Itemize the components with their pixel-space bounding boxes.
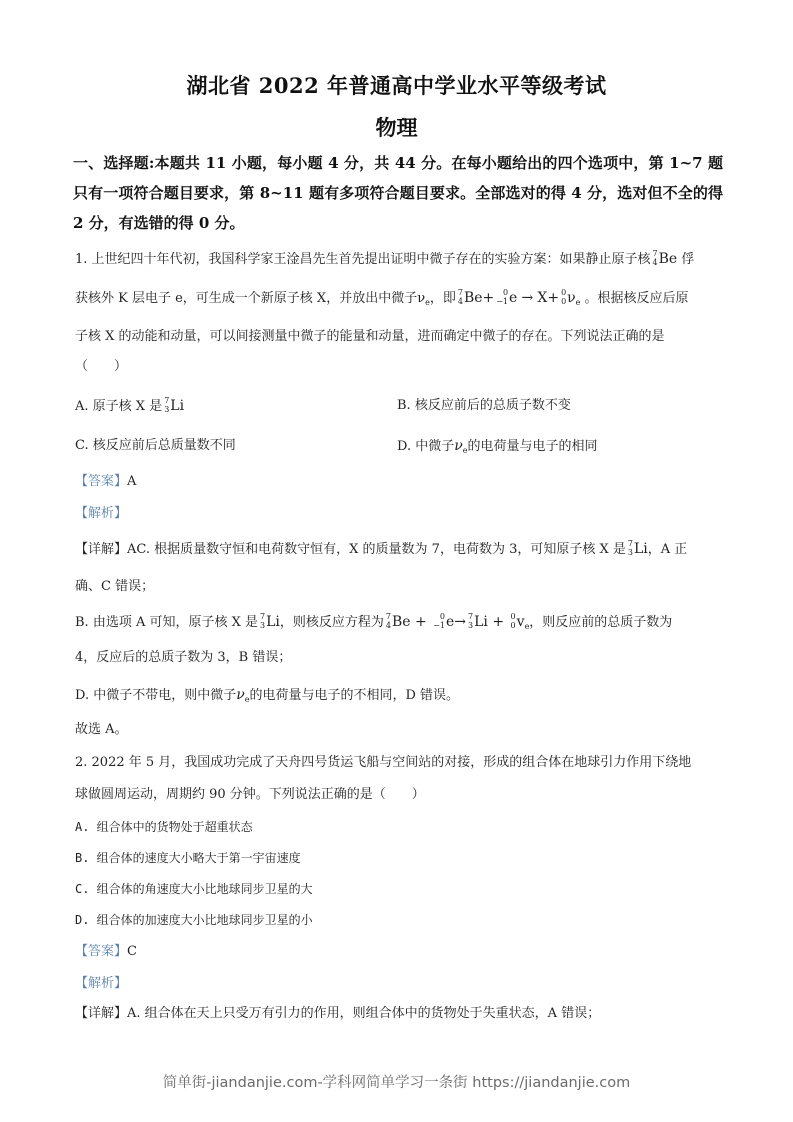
nu-subscript: e <box>425 298 430 307</box>
answer-value: C <box>127 944 137 959</box>
q1-text: ，即 <box>429 291 456 306</box>
nuclide-be-symbol: Be <box>658 251 678 267</box>
q1-text: 获核外 K 层电子 e，可生成一个新原子核 X，并放出中微子ν <box>75 291 426 306</box>
q1-detail-conclusion: 故选 A。 <box>75 722 128 737</box>
q2-stem-line2: 球做圆周运动，周期约 90 分钟。下列说法正确的是（ ） <box>75 787 425 802</box>
section-instructions: 一、选择题:本题共 11 小题，每小题 4 分，共 44 分。在每小题给出的四个选项中，第 1~7 题只有一项符合题目要求，第 8~11 题有多项符合题目要求。全部选对的得 4 分，选对但不全的得 2 分，有选错的得 0 分。 <box>73 154 723 232</box>
q2-answer <box>75 943 137 961</box>
q1-blank-parens: （ ） <box>75 359 128 374</box>
answer-label: 【答案】 <box>75 944 128 959</box>
q1-detail-line3: B. 由选项 A 可知，原子核 X 是 7 3 Li，则核反应方程为 7 4 Be + 0 −1 e→ 7 3 Li + 0 0 $v_e$，则反应前的总质子数为 <box>75 611 673 631</box>
q1-analysis-label: 【解析】 <box>75 506 128 521</box>
q2-option-d: D. 组合体的加速度大小比地球同步卫星的小 <box>75 913 313 927</box>
answer-value: A <box>127 474 137 489</box>
reaction-equation-full: 7 4 Be + 0 −1 e→ 7 3 Li + 0 0 $v_e$ <box>385 611 530 631</box>
q1-option-d: D. 中微子$\nu_e$的电荷量与电子的相同 <box>397 438 598 455</box>
q2-analysis-label: 【解析】 <box>75 976 128 991</box>
q1-detail-line1: 【详解】AC. 根据质量数守恒和电荷数守恒有，X 的质量数为 7，电荷数为 3，可知原子核 X 是 7 3 Li，A 正 <box>75 538 688 557</box>
footer-watermark: 简单街-jiandanjie.com-学科网简单学习一条街 https://jiandanjie.com <box>162 1075 631 1091</box>
q1-stem-line2 <box>75 289 689 312</box>
nuclide-be-notation: 7 4 <box>652 248 658 267</box>
q2-option-a: A. 组合体中的货物处于超重状态 <box>75 820 253 834</box>
arrow-icon: → <box>521 290 534 306</box>
arrow-icon: → <box>454 614 467 630</box>
q1-detail-line5: D. 中微子不带电，则中微子$\nu_e$的电荷量与电子的不相同，D 错误。 <box>75 687 460 704</box>
q2-option-c: C. 组合体的角速度大小比地球同步卫星的大 <box>75 882 313 896</box>
q1-text: 。根据核反应后原 <box>580 291 689 306</box>
q2-stem-line1: 2. 2022 年 5 月，我国成功完成了天舟四号货运飞船与空间站的对接，形成的组合体在地球引力作用下绕地 <box>75 755 692 770</box>
q1-text: 1. 上世纪四十年代初，我国科学家王淦昌先生首先提出证明中微子存在的实验方案：如果静止原子核 <box>75 252 651 267</box>
exam-title: 湖北省 2022 年普通高中学业水平等级考试 <box>186 73 607 98</box>
q1-option-b: B. 核反应前后的总质子数不变 <box>397 398 571 413</box>
detail-label: 【详解】 <box>75 542 128 557</box>
reaction-equation: 7 4 Be+ 0 −1 e → X+ 0 0 $\nu_e$ <box>457 287 581 307</box>
q2-option-b: B. 组合体的速度大小略大于第一宇宙速度 <box>75 851 301 865</box>
q1-answer <box>75 473 136 491</box>
q1-option-c: C. 核反应前后总质量数不同 <box>75 438 236 453</box>
q1-detail-line4: 4，反应后的总质子数为 3，B 错误； <box>75 650 292 665</box>
answer-label: 【答案】 <box>75 474 128 489</box>
detail-label: 【详解】 <box>75 1006 128 1021</box>
q1-text-tail: 俘 <box>681 252 695 267</box>
q1-option-a: A. 原子核 X 是 7 3 Li <box>75 395 185 414</box>
q1-detail-line2: 确、C 错误； <box>75 579 155 594</box>
q1-stem-line1 <box>75 250 694 269</box>
q1-stem-line3: 子核 X 的动能和动量，可以间接测量中微子的能量和动量，进而确定中微子的存在。下列说法正确的是 <box>75 329 665 344</box>
q2-detail-line1: 【详解】A. 组合体在天上只受万有引力的作用，则组合体中的货物处于失重状态，A 错误； <box>75 1006 601 1021</box>
exam-subject: 物理 <box>375 115 418 140</box>
